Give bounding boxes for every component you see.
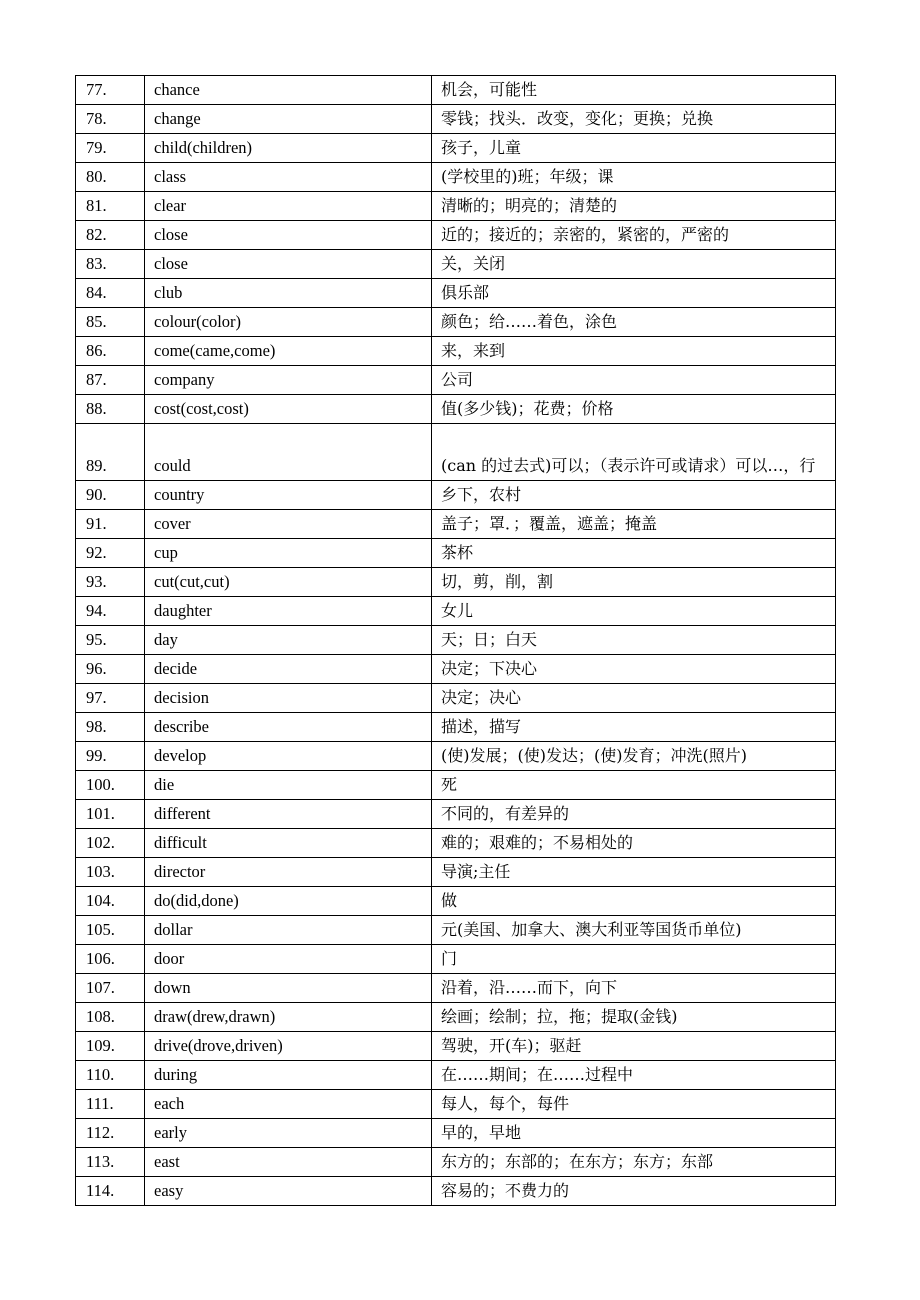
entry-word: day [145,626,432,655]
entry-number: 90. [76,481,145,510]
entry-meaning: 茶杯 [432,539,836,568]
table-row [76,76,836,105]
table-row [76,945,836,974]
table-row [76,481,836,510]
table-row [76,105,836,134]
entry-number: 92. [76,539,145,568]
table-row [76,1177,836,1206]
table-row [76,1148,836,1177]
entry-meaning: 公司 [432,366,836,395]
entry-number: 104. [76,887,145,916]
entry-word: clear [145,192,432,221]
entry-number: 89. [76,424,145,481]
entry-number: 109. [76,1032,145,1061]
table-row [76,424,836,481]
entry-number: 98. [76,713,145,742]
entry-word: door [145,945,432,974]
entry-number: 80. [76,163,145,192]
entry-word: difficult [145,829,432,858]
entry-meaning: 东方的；东部的；在东方；东方；东部 [432,1148,836,1177]
table-row [76,684,836,713]
entry-word: cut(cut,cut) [145,568,432,597]
entry-word: cup [145,539,432,568]
entry-word: decide [145,655,432,684]
entry-meaning: 在……期间；在……过程中 [432,1061,836,1090]
entry-word: director [145,858,432,887]
entry-meaning: 关，关闭 [432,250,836,279]
table-row [76,829,836,858]
table-row [76,1061,836,1090]
table-row [76,279,836,308]
entry-word: colour(color) [145,308,432,337]
entry-number: 78. [76,105,145,134]
entry-number: 93. [76,568,145,597]
entry-word: drive(drove,driven) [145,1032,432,1061]
entry-number: 87. [76,366,145,395]
entry-number: 108. [76,1003,145,1032]
table-row [76,742,836,771]
entry-word: draw(drew,drawn) [145,1003,432,1032]
entry-word: describe [145,713,432,742]
table-row [76,887,836,916]
entry-number: 111. [76,1090,145,1119]
table-row [76,510,836,539]
entry-meaning: 值(多少钱)；花费；价格 [432,395,836,424]
entry-meaning: 难的；艰难的；不易相处的 [432,829,836,858]
entry-meaning: 天；日；白天 [432,626,836,655]
entry-meaning: (学校里的)班；年级；课 [432,163,836,192]
entry-number: 96. [76,655,145,684]
entry-number: 106. [76,945,145,974]
entry-meaning: 来，来到 [432,337,836,366]
table-row [76,1032,836,1061]
entry-number: 83. [76,250,145,279]
table-row [76,1003,836,1032]
table-row [76,163,836,192]
entry-meaning: 驾驶，开(车)；驱赶 [432,1032,836,1061]
entry-meaning: 女儿 [432,597,836,626]
vocabulary-table [75,75,836,1206]
entry-word: class [145,163,432,192]
table-row [76,366,836,395]
entry-meaning: 描述，描写 [432,713,836,742]
entry-meaning: 孩子，儿童 [432,134,836,163]
entry-number: 114. [76,1177,145,1206]
entry-meaning: 每人，每个，每件 [432,1090,836,1119]
entry-meaning: 清晰的；明亮的；清楚的 [432,192,836,221]
table-row [76,134,836,163]
entry-number: 86. [76,337,145,366]
entry-number: 100. [76,771,145,800]
entry-meaning: 门 [432,945,836,974]
entry-word: club [145,279,432,308]
entry-meaning: 乡下，农村 [432,481,836,510]
entry-word: east [145,1148,432,1177]
entry-word: come(came,come) [145,337,432,366]
table-row [76,1090,836,1119]
table-row [76,337,836,366]
entry-meaning: (使)发展；(使)发达；(使)发育；冲洗(照片) [432,742,836,771]
table-row [76,568,836,597]
entry-word: during [145,1061,432,1090]
entry-word: down [145,974,432,1003]
entry-number: 107. [76,974,145,1003]
entry-meaning: 零钱；找头．改变，变化；更换；兑换 [432,105,836,134]
entry-number: 82. [76,221,145,250]
entry-number: 77. [76,76,145,105]
table-row [76,221,836,250]
entry-number: 85. [76,308,145,337]
entry-meaning: 沿着，沿……而下，向下 [432,974,836,1003]
entry-meaning: 死 [432,771,836,800]
entry-word: decision [145,684,432,713]
entry-number: 95. [76,626,145,655]
entry-meaning: 切，剪，削，割 [432,568,836,597]
entry-meaning: 导演;主任 [432,858,836,887]
entry-word: develop [145,742,432,771]
entry-number: 91. [76,510,145,539]
table-row [76,250,836,279]
table-row [76,192,836,221]
entry-number: 103. [76,858,145,887]
entry-word: chance [145,76,432,105]
table-row [76,1119,836,1148]
entry-meaning: (can 的过去式)可以；（表示许可或请求）可以…，行 [432,424,836,481]
entry-meaning: 元(美国、加拿大、澳大利亚等国货币单位) [432,916,836,945]
table-row [76,395,836,424]
table-row [76,655,836,684]
entry-word: early [145,1119,432,1148]
entry-number: 113. [76,1148,145,1177]
entry-number: 81. [76,192,145,221]
entry-word: cover [145,510,432,539]
entry-meaning: 容易的；不费力的 [432,1177,836,1206]
table-row [76,539,836,568]
entry-number: 102. [76,829,145,858]
entry-number: 79. [76,134,145,163]
entry-meaning: 盖子；罩．；覆盖，遮盖；掩盖 [432,510,836,539]
entry-meaning: 近的；接近的；亲密的，紧密的，严密的 [432,221,836,250]
entry-meaning: 俱乐部 [432,279,836,308]
entry-number: 99. [76,742,145,771]
entry-word: change [145,105,432,134]
entry-number: 94. [76,597,145,626]
entry-number: 88. [76,395,145,424]
entry-word: could [145,424,432,481]
entry-word: do(did,done) [145,887,432,916]
entry-word: close [145,221,432,250]
table-row [76,800,836,829]
entry-number: 110. [76,1061,145,1090]
entry-word: different [145,800,432,829]
entry-number: 105. [76,916,145,945]
entry-meaning: 绘画；绘制；拉，拖；提取(金钱) [432,1003,836,1032]
entry-word: daughter [145,597,432,626]
entry-word: die [145,771,432,800]
entry-word: easy [145,1177,432,1206]
entry-meaning: 颜色；给……着色，涂色 [432,308,836,337]
entry-meaning: 机会，可能性 [432,76,836,105]
entry-meaning: 早的，早地 [432,1119,836,1148]
entry-meaning: 做 [432,887,836,916]
entry-number: 112. [76,1119,145,1148]
table-row [76,597,836,626]
entry-word: close [145,250,432,279]
table-row [76,974,836,1003]
entry-meaning: 决定；决心 [432,684,836,713]
entry-number: 101. [76,800,145,829]
entry-word: cost(cost,cost) [145,395,432,424]
entry-meaning: 不同的，有差异的 [432,800,836,829]
table-row [76,626,836,655]
entry-meaning: 决定；下决心 [432,655,836,684]
entry-word: country [145,481,432,510]
entry-number: 84. [76,279,145,308]
vocabulary-table-body [76,76,836,1206]
table-row [76,916,836,945]
table-row [76,713,836,742]
table-row [76,308,836,337]
entry-word: child(children) [145,134,432,163]
table-row [76,771,836,800]
entry-word: each [145,1090,432,1119]
table-row [76,858,836,887]
entry-word: dollar [145,916,432,945]
entry-word: company [145,366,432,395]
entry-number: 97. [76,684,145,713]
